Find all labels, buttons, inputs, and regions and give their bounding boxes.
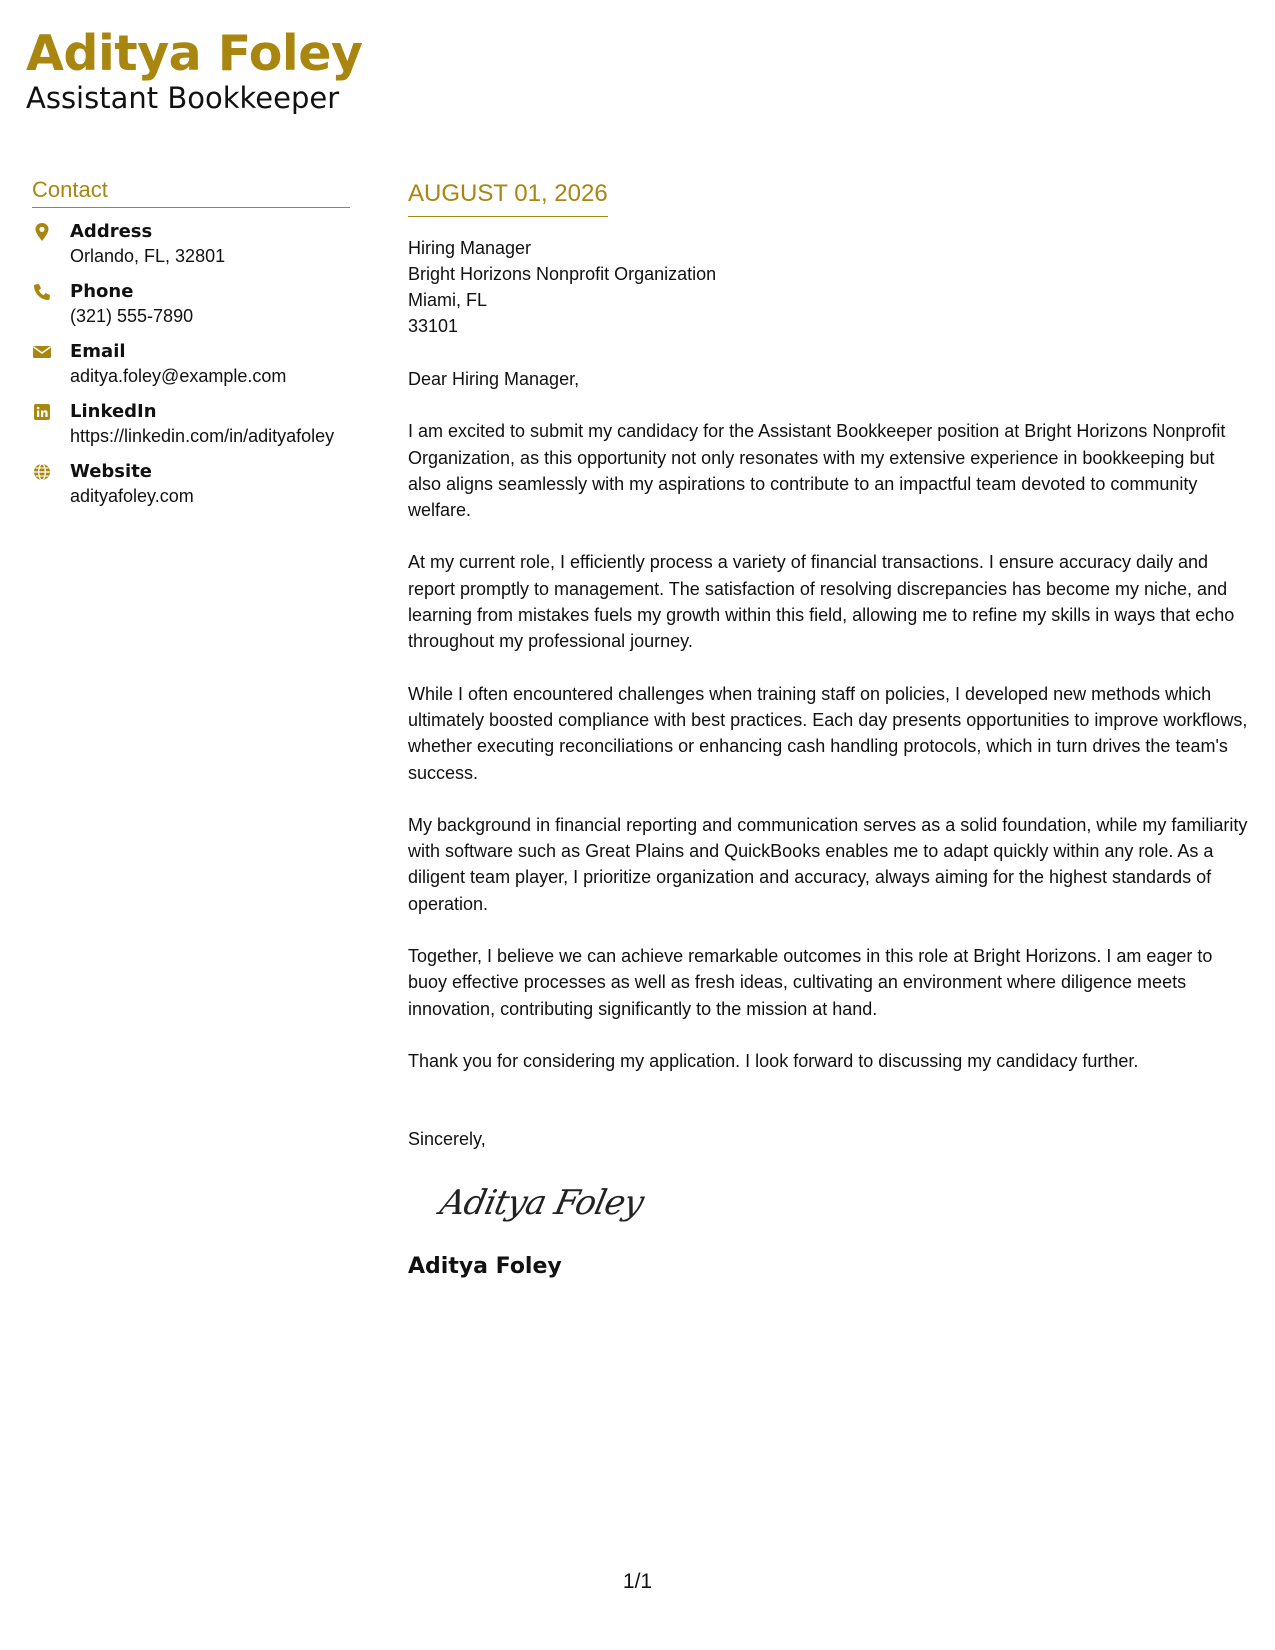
globe-icon bbox=[32, 460, 70, 508]
phone-value: (321) 555-7890 bbox=[70, 306, 194, 326]
linkedin-value[interactable]: https://linkedin.com/in/adityafoley bbox=[70, 426, 335, 446]
closing: Sincerely, bbox=[408, 1129, 486, 1150]
email-value[interactable]: aditya.foley@example.com bbox=[70, 366, 287, 386]
contact-item-email bbox=[32, 340, 350, 388]
contact-item-phone bbox=[32, 280, 350, 328]
paragraph: Thank you for considering my application. I look forward to discussing my candidacy further. bbox=[408, 1050, 1139, 1071]
applicant-name: Aditya Foley bbox=[26, 25, 363, 82]
paragraph: At my current role, I efficiently process a variety of financial transactions. I ensure accuracy daily and report promptly to management. The satisfaction of resolving discrepancies has become my niche, and learning from mistakes fuels my growth within this field, allowing me to refine my skills in ways that echo throughout my professional journey. bbox=[408, 552, 1235, 652]
contact-item-address bbox=[32, 220, 350, 268]
job-title: Assistant Bookkeeper bbox=[26, 81, 340, 115]
contact-label: Website bbox=[70, 461, 153, 482]
signer-name: Aditya Foley bbox=[408, 1254, 562, 1280]
envelope-icon bbox=[32, 340, 70, 388]
recipient-block bbox=[408, 235, 1250, 339]
salutation: Dear Hiring Manager, bbox=[408, 369, 580, 389]
linkedin-icon bbox=[32, 400, 70, 448]
contact-item-linkedin bbox=[32, 400, 350, 448]
address-value: Orlando, FL, 32801 bbox=[70, 246, 226, 266]
page-number: 1/1 bbox=[622, 1570, 653, 1593]
letter-date: AUGUST 01, 2026 bbox=[408, 176, 608, 217]
contact-label: Email bbox=[70, 341, 126, 362]
website-value[interactable]: adityafoley.com bbox=[70, 486, 194, 506]
paragraph: My background in financial reporting and communication serves as a solid foundation, while my familiarity with software such as Great Plains and QuickBooks enables me to adapt quickly within any role. As a diligent team player, I prioritize organization and accuracy, always aiming for the highest standards of operation. bbox=[408, 814, 1248, 914]
phone-icon bbox=[32, 280, 70, 328]
paragraph: While I often encountered challenges when training staff on policies, I developed new methods which ultimately boosted compliance with best practices. Each day presents opportunities to improve workflows, whether executing reconciliations or enhancing cash handling protocols, which in turn drives the team's success. bbox=[408, 683, 1248, 783]
recipient-line: Bright Horizons Nonprofit Organization bbox=[408, 264, 717, 284]
contact-label: Address bbox=[70, 221, 153, 242]
contact-label: Phone bbox=[70, 281, 134, 302]
recipient-line: Hiring Manager bbox=[408, 238, 532, 258]
header bbox=[26, 22, 362, 116]
contact-sidebar bbox=[32, 175, 350, 520]
recipient-line: Miami, FL bbox=[408, 290, 488, 310]
paragraph: I am excited to submit my candidacy for the Assistant Bookkeeper position at Bright Horizons Nonprofit Organization, as this opportunity not only resonates with my extensive experience in bookkeeping but also aligns seamlessly with my aspirations to contribute to an impactful team devoted to community welfare. bbox=[408, 421, 1226, 521]
map-pin-icon bbox=[32, 220, 70, 268]
recipient-line: 33101 bbox=[408, 316, 459, 336]
signature: Aditya Foley bbox=[436, 1183, 647, 1224]
contact-item-website bbox=[32, 460, 350, 508]
contact-heading: Contact bbox=[32, 175, 350, 208]
letter-body bbox=[408, 176, 1250, 1282]
paragraph: Together, I believe we can achieve remarkable outcomes in this role at Bright Horizons. I am eager to buoy effective processes as well as fresh ideas, cultivating an environment where diligence meets innovation, contributing significantly to the mission at hand. bbox=[408, 946, 1213, 1019]
contact-label: LinkedIn bbox=[70, 401, 157, 422]
